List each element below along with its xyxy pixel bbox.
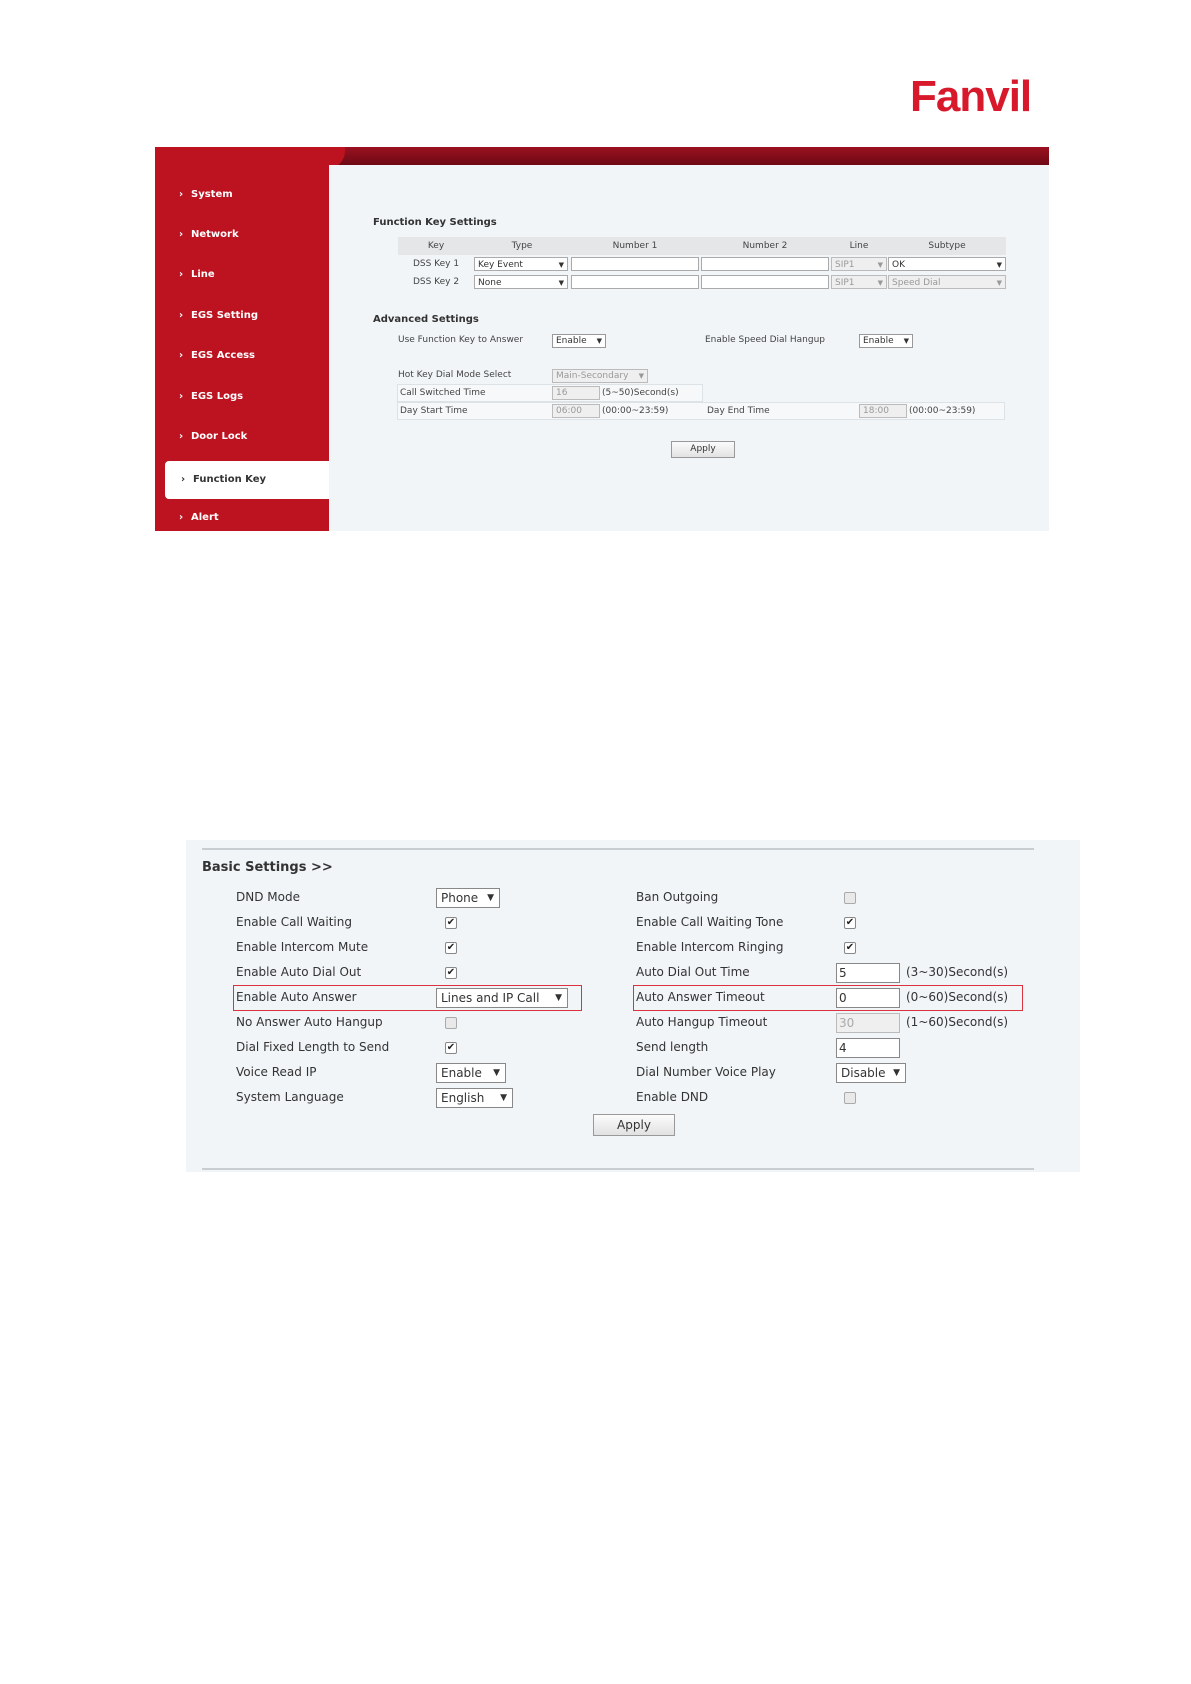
chevron-right-icon: › xyxy=(179,229,184,240)
number1-input[interactable] xyxy=(571,275,699,289)
speed-dial-hangup-select[interactable]: Enable ▼ xyxy=(859,334,913,348)
ban-outgoing-label: Ban Outgoing xyxy=(636,890,719,904)
function-key-screenshot xyxy=(155,147,1049,531)
advanced-settings-title: Advanced Settings xyxy=(373,314,479,325)
apply-button[interactable]: Apply xyxy=(593,1114,675,1136)
sidebar-item-alert[interactable]: › Alert xyxy=(179,508,219,528)
sidebar-item-egs-logs[interactable]: › EGS Logs xyxy=(179,387,243,407)
ban-outgoing-checkbox[interactable] xyxy=(844,892,856,904)
checkmark-icon: ✔ xyxy=(446,1042,456,1053)
sidebar-item-system[interactable]: › System xyxy=(179,185,233,205)
basic-settings-title: Basic Settings >> xyxy=(202,860,333,875)
auto-dial-out-time-label: Auto Dial Out Time xyxy=(636,965,750,979)
call-switched-time-input[interactable]: 16 xyxy=(552,386,600,400)
checkmark-icon: ✔ xyxy=(845,942,855,953)
line-select[interactable]: SIP1 ▼ xyxy=(831,275,887,289)
auto-dial-out-checkbox[interactable] xyxy=(445,967,457,979)
chevron-right-icon: › xyxy=(179,391,184,402)
table-header: Key Type Number 1 Number 2 Line Subtype xyxy=(398,237,1006,255)
dial-fixed-length-checkbox[interactable] xyxy=(445,1042,457,1054)
number1-input[interactable] xyxy=(571,257,699,271)
sidebar-item-network[interactable]: › Network xyxy=(179,225,239,245)
enable-dnd-label: Enable DND xyxy=(636,1090,709,1104)
checkmark-icon: ✔ xyxy=(446,942,456,953)
day-start-time-hint: (00:00~23:59) xyxy=(602,406,669,416)
table-row: DSS Key 2 None ▼ SIP1 ▼ Speed Dial ▼ xyxy=(398,273,1006,291)
send-length-input[interactable]: 4 xyxy=(836,1038,900,1058)
system-language-label: System Language xyxy=(236,1090,344,1104)
auto-answer-label: Enable Auto Answer xyxy=(236,990,357,1004)
sidebar-item-egs-access[interactable]: › EGS Access xyxy=(179,346,255,366)
chevron-right-icon: › xyxy=(179,350,184,361)
auto-hangup-timeout-hint: (1~60)Second(s) xyxy=(906,1015,1009,1029)
speed-dial-hangup-label: Enable Speed Dial Hangup xyxy=(705,335,826,345)
number2-input[interactable] xyxy=(701,257,829,271)
function-key-settings-title: Function Key Settings xyxy=(373,217,497,228)
sidebar-item-line[interactable]: › Line xyxy=(179,265,215,285)
auto-dial-out-label: Enable Auto Dial Out xyxy=(236,965,362,979)
basic-settings-screenshot xyxy=(186,840,1080,1172)
sidebar-item-door-lock[interactable]: › Door Lock xyxy=(179,427,247,447)
call-switched-time-hint: (5~50)Second(s) xyxy=(602,388,679,398)
auto-hangup-timeout-label: Auto Hangup Timeout xyxy=(636,1015,768,1029)
apply-button[interactable]: Apply xyxy=(671,441,735,458)
no-answer-hangup-label: No Answer Auto Hangup xyxy=(236,1015,383,1029)
call-waiting-label: Enable Call Waiting xyxy=(236,915,352,929)
subtype-select[interactable]: OK ▼ xyxy=(888,257,1006,271)
dial-fixed-length-label: Dial Fixed Length to Send xyxy=(236,1040,390,1054)
dnd-mode-label: DND Mode xyxy=(236,890,300,904)
checkmark-icon: ✔ xyxy=(446,967,456,978)
intercom-mute-label: Enable Intercom Mute xyxy=(236,940,369,954)
sidebar xyxy=(155,147,329,531)
subtype-select[interactable]: Speed Dial ▼ xyxy=(888,275,1006,289)
voice-read-ip-select[interactable]: Enable ▼ xyxy=(436,1063,506,1083)
intercom-ringing-checkbox[interactable] xyxy=(844,942,856,954)
chevron-right-icon: › xyxy=(179,189,184,200)
use-fk-answer-label: Use Function Key to Answer xyxy=(398,335,524,345)
dropdown-arrow-icon: ▼ xyxy=(893,1068,900,1078)
divider xyxy=(202,848,1034,850)
divider xyxy=(202,1168,1034,1170)
auto-hangup-timeout-input[interactable]: 30 xyxy=(836,1013,900,1033)
dropdown-arrow-icon: ▼ xyxy=(596,337,602,345)
dropdown-arrow-icon: ▼ xyxy=(500,1093,507,1103)
intercom-ringing-label: Enable Intercom Ringing xyxy=(636,940,784,954)
dropdown-arrow-icon: ▼ xyxy=(638,372,644,380)
chevron-right-icon: › xyxy=(179,310,184,321)
checkmark-icon: ✔ xyxy=(446,917,456,928)
auto-answer-timeout-hint: (0~60)Second(s) xyxy=(906,990,1009,1004)
chevron-right-icon: › xyxy=(181,474,186,485)
auto-dial-out-time-hint: (3~30)Second(s) xyxy=(906,965,1009,979)
call-waiting-checkbox[interactable] xyxy=(445,917,457,929)
dropdown-arrow-icon: ▼ xyxy=(487,893,494,903)
enable-dnd-checkbox[interactable] xyxy=(844,1092,856,1104)
dropdown-arrow-icon: ▼ xyxy=(493,1068,500,1078)
dropdown-arrow-icon: ▼ xyxy=(558,279,564,287)
use-fk-answer-select[interactable]: Enable ▼ xyxy=(552,334,606,348)
call-waiting-tone-label: Enable Call Waiting Tone xyxy=(636,915,784,929)
chevron-right-icon: › xyxy=(179,431,184,442)
dropdown-arrow-icon: ▼ xyxy=(558,261,564,269)
system-language-select[interactable]: English ▼ xyxy=(436,1088,513,1108)
call-waiting-tone-checkbox[interactable] xyxy=(844,917,856,929)
send-length-label: Send length xyxy=(636,1040,709,1054)
day-end-time-input[interactable]: 18:00 xyxy=(859,404,907,418)
dropdown-arrow-icon: ▼ xyxy=(555,993,562,1003)
dropdown-arrow-icon: ▼ xyxy=(996,261,1002,269)
day-start-time-input[interactable]: 06:00 xyxy=(552,404,600,418)
day-end-time-label: Day End Time xyxy=(707,406,770,416)
line-select[interactable]: SIP1 ▼ xyxy=(831,257,887,271)
checkmark-icon: ✔ xyxy=(845,917,855,928)
sidebar-item-function-key[interactable]: › Function Key xyxy=(165,461,329,499)
auto-answer-timeout-input[interactable]: 0 xyxy=(836,988,900,1008)
intercom-mute-checkbox[interactable] xyxy=(445,942,457,954)
chevron-right-icon: › xyxy=(179,269,184,280)
number2-input[interactable] xyxy=(701,275,829,289)
top-bar xyxy=(329,147,1049,165)
dropdown-arrow-icon: ▼ xyxy=(877,279,883,287)
no-answer-hangup-checkbox[interactable] xyxy=(445,1017,457,1029)
day-start-time-label: Day Start Time xyxy=(400,406,468,416)
dial-number-voice-label: Dial Number Voice Play xyxy=(636,1065,776,1079)
auto-answer-select[interactable]: Lines and IP Call ▼ xyxy=(436,988,568,1008)
dropdown-arrow-icon: ▼ xyxy=(877,261,883,269)
sidebar-item-egs-setting[interactable]: › EGS Setting xyxy=(179,306,258,326)
chevron-right-icon: › xyxy=(179,512,184,523)
auto-dial-out-time-input[interactable]: 5 xyxy=(836,963,900,983)
call-switched-time-label: Call Switched Time xyxy=(400,388,486,398)
table-row: DSS Key 1 Key Event ▼ SIP1 ▼ OK ▼ xyxy=(398,255,1006,273)
auto-answer-timeout-label: Auto Answer Timeout xyxy=(636,990,765,1004)
hot-key-mode-label: Hot Key Dial Mode Select xyxy=(398,370,512,380)
dropdown-arrow-icon: ▼ xyxy=(903,337,909,345)
dnd-mode-select[interactable]: Phone ▼ xyxy=(436,888,500,908)
hot-key-mode-select[interactable]: Main-Secondary ▼ xyxy=(552,369,648,383)
type-select[interactable]: Key Event ▼ xyxy=(474,257,568,271)
voice-read-ip-label: Voice Read IP xyxy=(236,1065,317,1079)
fanvil-logo: Fanvil xyxy=(910,72,1032,121)
dropdown-arrow-icon: ▼ xyxy=(996,279,1002,287)
day-end-time-hint: (00:00~23:59) xyxy=(909,406,976,416)
type-select[interactable]: None ▼ xyxy=(474,275,568,289)
dial-number-voice-select[interactable]: Disable ▼ xyxy=(836,1063,906,1083)
